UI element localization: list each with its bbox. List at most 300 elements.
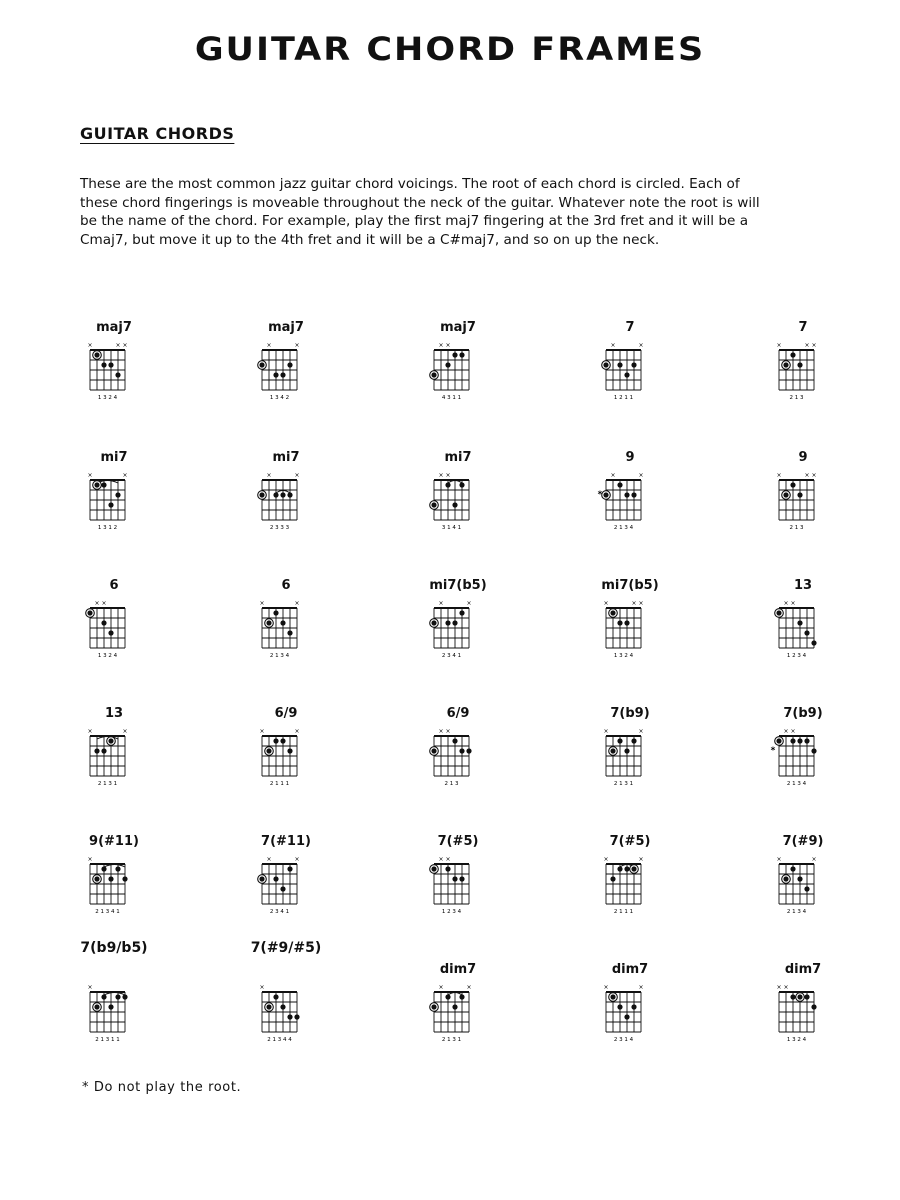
- chord-cell: [80, 940, 148, 1072]
- muted-string-mark: ×: [776, 984, 782, 991]
- chord-frame: [428, 724, 483, 792]
- finger-dot: [445, 620, 450, 625]
- finger-numbers: 2 1 3 1 1: [95, 1037, 120, 1043]
- chord-name: maj7: [440, 320, 476, 335]
- chord-frame: [84, 852, 139, 920]
- finger-numbers: 3 1 4 1: [441, 525, 462, 531]
- finger-dot: [452, 352, 457, 357]
- muted-string-mark: ×: [445, 342, 451, 349]
- finger-dot: [452, 738, 457, 743]
- muted-string-mark: ×: [445, 472, 451, 479]
- finger-dot: [273, 492, 278, 497]
- chord-frame: [256, 338, 311, 406]
- intro-paragraph: These are the most common jazz guitar chord voicings. The root of each chord is circled. Each of these chord fingerings is moveable throughout the neck of the guitar. Whatever note the root is will be the name of the chord. For example, play the first maj7 fingering at the 3rd fret and it will be a Cmaj7, but move it up to the 4th fret and it will be a C#maj7, and so on up the neck.: [80, 176, 760, 248]
- muted-string-mark: ×: [790, 728, 796, 735]
- finger-dot: [101, 994, 106, 999]
- root-dot: [108, 738, 113, 743]
- chord-name: 7(b9/b5): [80, 940, 148, 956]
- chord-name: mi7: [100, 450, 128, 465]
- chord-name: 13: [793, 578, 813, 593]
- finger-numbers: 2 1 3: [789, 525, 804, 531]
- finger-dot: [631, 738, 636, 743]
- muted-string-mark: ×: [438, 342, 444, 349]
- muted-string-mark: ×: [466, 984, 472, 991]
- root-dot: [431, 748, 436, 753]
- muted-string-mark: ×: [122, 728, 128, 735]
- no-root-asterisk: *: [597, 490, 603, 500]
- chord-name: 9(#11): [89, 834, 139, 849]
- finger-dot: [804, 886, 809, 891]
- finger-dot: [797, 362, 802, 367]
- muted-string-mark: ×: [87, 984, 93, 991]
- chord-cell: [600, 320, 660, 430]
- muted-string-mark: ×: [638, 728, 644, 735]
- finger-dot: [280, 620, 285, 625]
- chord-name: 7: [625, 320, 635, 335]
- chord-name: 6: [281, 578, 291, 593]
- finger-dot: [108, 362, 113, 367]
- root-dot: [603, 362, 608, 367]
- muted-string-mark: ×: [438, 728, 444, 735]
- finger-dot: [101, 362, 106, 367]
- no-root-asterisk: *: [770, 746, 776, 756]
- finger-dot: [108, 502, 113, 507]
- muted-string-mark: ×: [811, 472, 817, 479]
- chord-frame: [84, 724, 139, 792]
- chord-name: 13: [104, 706, 124, 721]
- finger-numbers: 1 3 1 2: [97, 525, 118, 531]
- finger-numbers: 2 3 4 1: [269, 909, 290, 915]
- finger-numbers: 2 1 3: [444, 781, 459, 787]
- finger-numbers: 1 3 2 4: [97, 395, 118, 401]
- muted-string-mark: ×: [445, 856, 451, 863]
- finger-dot: [624, 620, 629, 625]
- finger-numbers: 2 1 3 1: [97, 781, 118, 787]
- finger-dot: [273, 738, 278, 743]
- muted-string-mark: ×: [438, 472, 444, 479]
- root-dot: [266, 748, 271, 753]
- finger-dot: [101, 482, 106, 487]
- muted-string-mark: ×: [783, 600, 789, 607]
- chord-cell: [256, 450, 316, 560]
- finger-numbers: 2 1 3 4: [269, 653, 290, 659]
- chord-frame: [428, 596, 483, 664]
- chord-cell: [84, 578, 144, 688]
- finger-dot: [790, 994, 795, 999]
- root-dot: [776, 610, 781, 615]
- finger-numbers: 1 2 1 1: [613, 395, 634, 401]
- muted-string-mark: ×: [266, 472, 272, 479]
- finger-numbers: 2 1 3 4: [786, 909, 807, 915]
- finger-dot: [287, 630, 292, 635]
- root-dot: [259, 876, 264, 881]
- muted-string-mark: ×: [790, 600, 796, 607]
- root-dot: [610, 748, 615, 753]
- chord-name: dim7: [439, 962, 477, 977]
- finger-dot: [790, 352, 795, 357]
- muted-string-mark: ×: [266, 342, 272, 349]
- root-dot: [797, 994, 802, 999]
- chord-frame: [84, 596, 139, 664]
- finger-dot: [804, 738, 809, 743]
- finger-dot: [94, 748, 99, 753]
- chord-name: maj7: [268, 320, 304, 335]
- muted-string-mark: ×: [259, 984, 265, 991]
- muted-string-mark: ×: [638, 856, 644, 863]
- muted-string-mark: ×: [638, 984, 644, 991]
- chord-cell: [256, 706, 316, 816]
- muted-string-mark: ×: [804, 342, 810, 349]
- root-dot: [431, 502, 436, 507]
- finger-dot: [108, 876, 113, 881]
- muted-string-mark: ×: [294, 856, 300, 863]
- root-dot: [610, 610, 615, 615]
- muted-string-mark: ×: [445, 728, 451, 735]
- muted-string-mark: ×: [438, 600, 444, 607]
- chord-frame: [256, 852, 311, 920]
- chord-cell: [600, 834, 660, 944]
- root-dot: [94, 482, 99, 487]
- finger-dot: [617, 1004, 622, 1009]
- muted-string-mark: ×: [94, 600, 100, 607]
- finger-dot: [287, 362, 292, 367]
- muted-string-mark: ×: [122, 472, 128, 479]
- finger-dot: [459, 482, 464, 487]
- finger-numbers: 2 1 3 1: [613, 781, 634, 787]
- chord-frame: [773, 338, 828, 406]
- finger-dot: [459, 994, 464, 999]
- chord-cell: [773, 578, 833, 688]
- chord-frame: [428, 980, 483, 1048]
- muted-string-mark: ×: [638, 342, 644, 349]
- finger-dot: [287, 492, 292, 497]
- finger-dot: [287, 866, 292, 871]
- muted-string-mark: ×: [294, 728, 300, 735]
- muted-string-mark: ×: [259, 728, 265, 735]
- finger-dot: [797, 492, 802, 497]
- muted-string-mark: ×: [631, 600, 637, 607]
- muted-string-mark: ×: [87, 856, 93, 863]
- chord-name: 7(#9): [782, 834, 824, 849]
- chord-frame: [600, 852, 655, 920]
- chord-frame: [256, 980, 311, 1048]
- chord-frame: [84, 980, 139, 1048]
- root-dot: [603, 492, 608, 497]
- muted-string-mark: ×: [776, 342, 782, 349]
- root-dot: [266, 620, 271, 625]
- finger-dot: [624, 748, 629, 753]
- finger-dot: [280, 492, 285, 497]
- finger-dot: [452, 502, 457, 507]
- finger-numbers: 4 3 1 1: [441, 395, 462, 401]
- chord-frame: [773, 980, 828, 1048]
- chord-frame: [428, 338, 483, 406]
- muted-string-mark: ×: [603, 728, 609, 735]
- finger-dot: [624, 866, 629, 871]
- finger-dot: [790, 866, 795, 871]
- root-dot: [431, 1004, 436, 1009]
- chord-name: 7(b9): [783, 706, 823, 721]
- chord-frame: [428, 468, 483, 536]
- root-dot: [783, 362, 788, 367]
- finger-dot: [108, 1004, 113, 1009]
- muted-string-mark: ×: [122, 342, 128, 349]
- finger-dot: [617, 866, 622, 871]
- finger-numbers: 2 1 3 4: [613, 525, 634, 531]
- root-dot: [94, 1004, 99, 1009]
- chord-name: mi7: [272, 450, 300, 465]
- finger-dot: [459, 610, 464, 615]
- finger-dot: [624, 1014, 629, 1019]
- finger-dot: [280, 738, 285, 743]
- muted-string-mark: ×: [603, 600, 609, 607]
- muted-string-mark: ×: [101, 600, 107, 607]
- chord-cell: [597, 450, 660, 560]
- finger-dot: [273, 876, 278, 881]
- root-dot: [266, 1004, 271, 1009]
- finger-dot: [624, 492, 629, 497]
- chord-cell: [428, 578, 488, 688]
- section-heading: GUITAR CHORDS: [80, 124, 235, 143]
- finger-numbers: 1 3 2 4: [786, 1037, 807, 1043]
- finger-dot: [115, 492, 120, 497]
- chord-frame: [773, 852, 828, 920]
- finger-dot: [459, 748, 464, 753]
- finger-numbers: 1 3 4 2: [269, 395, 290, 401]
- finger-dot: [287, 748, 292, 753]
- finger-dot: [631, 362, 636, 367]
- chord-name: 7: [798, 320, 808, 335]
- chord-frame: [84, 468, 139, 536]
- root-dot: [776, 738, 781, 743]
- root-dot: [94, 352, 99, 357]
- finger-dot: [466, 748, 471, 753]
- chord-name: dim7: [611, 962, 649, 977]
- finger-numbers: 2 1 3: [789, 395, 804, 401]
- chord-cell: [773, 834, 833, 944]
- muted-string-mark: ×: [115, 342, 121, 349]
- muted-string-mark: ×: [294, 600, 300, 607]
- chord-name: mi7: [444, 450, 472, 465]
- chord-cell: [250, 940, 322, 1072]
- muted-string-mark: ×: [87, 342, 93, 349]
- page-title: GUITAR CHORD FRAMES: [194, 31, 706, 69]
- chord-frame: [773, 596, 828, 664]
- root-dot: [783, 492, 788, 497]
- finger-dot: [790, 738, 795, 743]
- chord-frame: [770, 724, 828, 792]
- finger-dot: [445, 482, 450, 487]
- finger-dot: [115, 372, 120, 377]
- muted-string-mark: ×: [294, 342, 300, 349]
- muted-string-mark: ×: [438, 984, 444, 991]
- chord-frame: [256, 724, 311, 792]
- finger-dot: [452, 1004, 457, 1009]
- chord-name: 6/9: [274, 706, 298, 721]
- finger-dot: [115, 994, 120, 999]
- finger-dot: [273, 994, 278, 999]
- chord-name: 9: [625, 450, 635, 465]
- finger-numbers: 2 1 3 1: [441, 1037, 462, 1043]
- footnote: * Do not play the root.: [82, 1080, 242, 1095]
- finger-dot: [617, 362, 622, 367]
- finger-dot: [101, 748, 106, 753]
- finger-dot: [122, 994, 127, 999]
- finger-dot: [115, 866, 120, 871]
- chord-cell: [600, 962, 660, 1072]
- muted-string-mark: ×: [259, 600, 265, 607]
- chord-cell: [428, 450, 488, 560]
- muted-string-mark: ×: [266, 856, 272, 863]
- chord-cell: [428, 706, 488, 816]
- muted-string-mark: ×: [87, 472, 93, 479]
- finger-numbers: 2 1 3 4 4: [267, 1037, 292, 1043]
- finger-dot: [101, 620, 106, 625]
- finger-dot: [101, 866, 106, 871]
- finger-numbers: 1 3 2 4: [613, 653, 634, 659]
- chord-name: mi7(b5): [429, 578, 487, 593]
- finger-dot: [804, 630, 809, 635]
- muted-string-mark: ×: [783, 728, 789, 735]
- finger-dot: [445, 994, 450, 999]
- finger-dot: [811, 748, 816, 753]
- chord-cell: [773, 450, 833, 560]
- chord-cell: [84, 320, 144, 430]
- chord-cell: [600, 578, 660, 688]
- chord-frame: [773, 468, 828, 536]
- finger-dot: [797, 876, 802, 881]
- chord-cell: [770, 706, 833, 816]
- finger-dot: [122, 876, 127, 881]
- finger-numbers: 2 1 1 1: [613, 909, 634, 915]
- muted-string-mark: ×: [776, 472, 782, 479]
- finger-dot: [445, 866, 450, 871]
- finger-dot: [445, 362, 450, 367]
- chord-name: maj7: [96, 320, 132, 335]
- chord-cell: [773, 320, 833, 430]
- finger-numbers: 2 3 1 4: [613, 1037, 634, 1043]
- root-dot: [431, 620, 436, 625]
- finger-dot: [617, 738, 622, 743]
- chord-cell: [773, 962, 833, 1072]
- muted-string-mark: ×: [294, 472, 300, 479]
- chord-name: 7(#11): [261, 834, 311, 849]
- finger-dot: [294, 1014, 299, 1019]
- chord-frame: [256, 468, 311, 536]
- finger-numbers: 1 2 3 4: [441, 909, 462, 915]
- finger-numbers: 2 3 4 1: [441, 653, 462, 659]
- root-dot: [259, 362, 264, 367]
- chord-frame: [597, 468, 655, 536]
- finger-numbers: 2 3 3 3: [269, 525, 290, 531]
- finger-dot: [459, 876, 464, 881]
- muted-string-mark: ×: [811, 342, 817, 349]
- root-dot: [783, 876, 788, 881]
- finger-dot: [797, 738, 802, 743]
- chord-cell: [256, 578, 316, 688]
- chord-name: 7(b9): [610, 706, 650, 721]
- chord-name: 7(#5): [609, 834, 651, 849]
- finger-dot: [287, 1014, 292, 1019]
- finger-dot: [280, 886, 285, 891]
- muted-string-mark: ×: [87, 728, 93, 735]
- muted-string-mark: ×: [776, 856, 782, 863]
- chord-name: 9: [798, 450, 808, 465]
- muted-string-mark: ×: [811, 856, 817, 863]
- muted-string-mark: ×: [638, 600, 644, 607]
- finger-numbers: 1 3 2 4: [97, 653, 118, 659]
- finger-numbers: 2 1 3 4 1: [95, 909, 120, 915]
- chord-cell: [428, 320, 488, 430]
- finger-dot: [790, 482, 795, 487]
- muted-string-mark: ×: [783, 984, 789, 991]
- muted-string-mark: ×: [804, 472, 810, 479]
- finger-dot: [280, 1004, 285, 1009]
- finger-dot: [108, 630, 113, 635]
- finger-dot: [452, 620, 457, 625]
- root-dot: [259, 492, 264, 497]
- root-dot: [610, 994, 615, 999]
- finger-dot: [811, 1004, 816, 1009]
- chord-frame: [256, 596, 311, 664]
- chord-cell: [84, 706, 144, 816]
- chord-frame: [84, 338, 139, 406]
- chord-name: 6: [109, 578, 119, 593]
- chord-name: mi7(b5): [601, 578, 659, 593]
- chord-cell: [84, 450, 144, 560]
- finger-dot: [617, 620, 622, 625]
- finger-dot: [452, 876, 457, 881]
- root-dot: [431, 372, 436, 377]
- finger-numbers: 2 1 1 1: [269, 781, 290, 787]
- root-dot: [87, 610, 92, 615]
- chord-name: 7(#5): [437, 834, 479, 849]
- chord-cell: [600, 706, 660, 816]
- finger-dot: [804, 994, 809, 999]
- chord-cell: [256, 834, 316, 944]
- chord-name: dim7: [784, 962, 822, 977]
- finger-dot: [273, 372, 278, 377]
- muted-string-mark: ×: [603, 856, 609, 863]
- chord-cell: [84, 834, 144, 944]
- finger-dot: [610, 876, 615, 881]
- finger-numbers: 2 1 3 4: [786, 781, 807, 787]
- chord-frame: [600, 596, 655, 664]
- chord-cell: [428, 962, 488, 1072]
- finger-dot: [624, 372, 629, 377]
- muted-string-mark: ×: [610, 472, 616, 479]
- muted-string-mark: ×: [438, 856, 444, 863]
- chord-frame: [600, 980, 655, 1048]
- finger-numbers: 1 2 3 4: [786, 653, 807, 659]
- finger-dot: [631, 1004, 636, 1009]
- chord-frame: [600, 724, 655, 792]
- muted-string-mark: ×: [603, 984, 609, 991]
- chord-name: 6/9: [446, 706, 470, 721]
- finger-dot: [459, 352, 464, 357]
- finger-dot: [617, 482, 622, 487]
- chord-name: 7(#9/#5): [250, 940, 322, 956]
- root-dot: [631, 866, 636, 871]
- muted-string-mark: ×: [610, 342, 616, 349]
- chord-cell: [256, 320, 316, 430]
- muted-string-mark: ×: [466, 600, 472, 607]
- finger-dot: [273, 610, 278, 615]
- chord-frame: [428, 852, 483, 920]
- finger-dot: [797, 620, 802, 625]
- root-dot: [431, 866, 436, 871]
- finger-dot: [280, 372, 285, 377]
